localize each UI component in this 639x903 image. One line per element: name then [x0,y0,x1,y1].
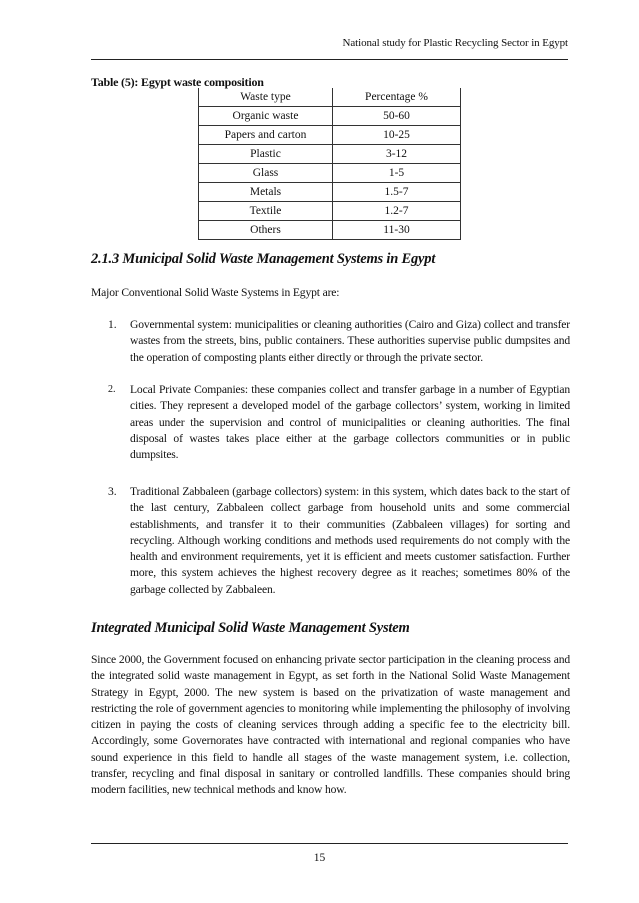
list-item [108,317,570,366]
list-item [108,484,570,598]
table-row [199,202,461,221]
table-header-row [199,88,461,107]
list-item-number: 3. [108,485,117,498]
cell-percentage: 50-60 [333,107,461,126]
list-item-number: 2. [108,384,116,395]
table-row [199,221,461,240]
list-item-text: Local Private Companies: these companies collect and transfer garbage in a number of Egyptian cities. They represent a developed model of the garbage collectors’ system, working in limited areas under the supervision and control of municipalities or cleaning authorities. The final disposal of wastes takes place either at the garbage collectors communities or in public dumpsites. [130,383,570,462]
section-heading-msw-systems: 2.1.3 Municipal Solid Waste Management Systems in Egypt [91,251,436,267]
cell-waste-type: Metals [199,183,333,202]
cell-percentage: 10-25 [333,126,461,145]
footer-rule [91,843,568,844]
column-header-percentage: Percentage % [333,88,461,107]
cell-waste-type: Plastic [199,145,333,164]
list-item-text: Governmental system: municipalities or cleaning authorities (Cairo and Giza) collect and transfer wastes from the streets, bins, public containers. These authorities supervise public dumpsites and the operation of composting plants either directly or through the private sector. [130,318,570,364]
cell-waste-type: Glass [199,164,333,183]
table-row [199,183,461,202]
section-body-paragraph: Since 2000, the Government focused on enhancing private sector participation in the cleaning process and the integrated solid waste management in Egypt, as set forth in the National Solid Waste Management Strategy in Egypt, 2000. The new system is based on the privatization of waste management and restricting the role of government agencies to monitoring while implementing the philosophy of involving citizen in paying the costs of cleaning services through adding a specific fee to the electricity bill. Accordingly, some Governorates have contracted with international and regional companies who have sound experience in this field to handle all stages of the waste management system, i.e. collection, transfer, recycling and final disposal in sanitary or controlled landfills. These companies should bring modern facilities, new technical methods and know how. [91,653,570,797]
table-row [199,126,461,145]
waste-composition-table [198,88,461,240]
table-row [199,107,461,126]
running-header: National study for Plastic Recycling Sector in Egypt [342,37,568,49]
cell-percentage: 1-5 [333,164,461,183]
cell-percentage: 1.2-7 [333,202,461,221]
table-row [199,145,461,164]
section-intro: Major Conventional Solid Waste Systems in Egypt are: [91,286,340,299]
cell-waste-type: Others [199,221,333,240]
column-header-waste-type: Waste type [199,88,333,107]
cell-waste-type: Organic waste [199,107,333,126]
table-caption: Table (5): Egypt waste composition [91,75,264,89]
list-item-text: Traditional Zabbaleen (garbage collectors) system: in this system, which dates back to the start of the last century, Zabbaleen collect garbage from household units and some commercial establishments, and transfer it to their communities (Zabbaleen villages) for sorting and recycling. Although working conditions and methods used requirements do not comply with the health and environment requirements, yet it is efficient and meets customer satisfaction. Further more, this system achieves the highest recovery degree as it reaches; sometimes 80% of the garbage collected by Zabbaleen. [130,485,570,596]
cell-percentage: 3-12 [333,145,461,164]
cell-percentage: 1.5-7 [333,183,461,202]
header-rule [91,59,568,60]
cell-waste-type: Textile [199,202,333,221]
list-item-number: 1. [108,318,117,331]
cell-percentage: 11-30 [333,221,461,240]
list-item [108,382,570,463]
cell-waste-type: Papers and carton [199,126,333,145]
section-heading-integrated-msw: Integrated Municipal Solid Waste Management System [91,620,410,636]
table-row [199,164,461,183]
page-number: 15 [313,852,326,864]
